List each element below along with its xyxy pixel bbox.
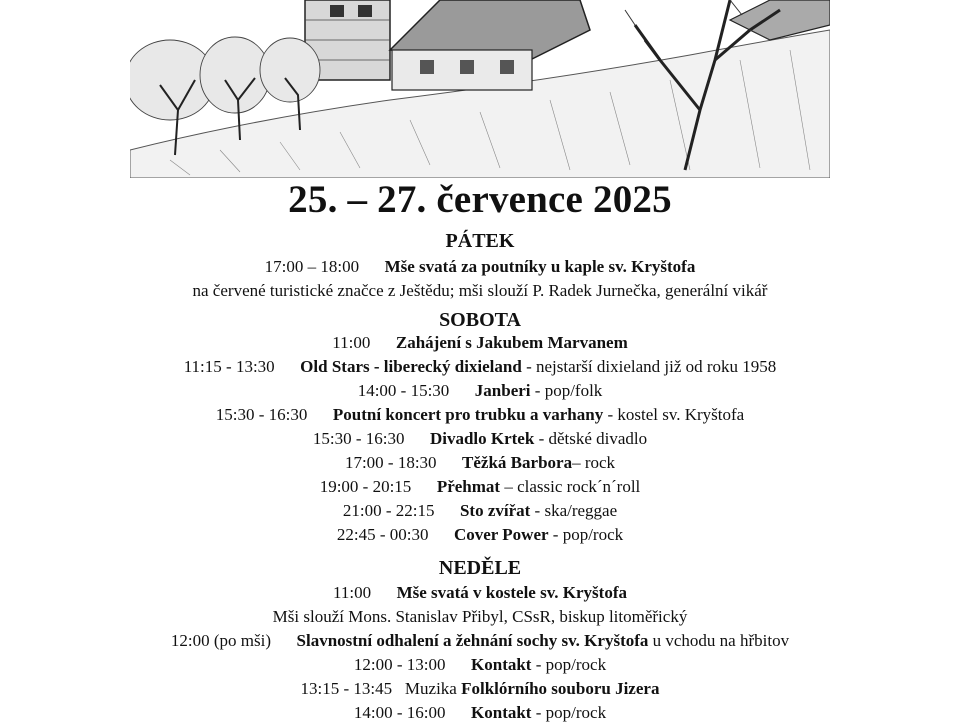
schedule-row xyxy=(0,256,960,278)
time: 11:00 xyxy=(332,583,372,602)
time: 15:30 - 16:30 xyxy=(312,429,405,448)
schedule-row xyxy=(0,678,960,700)
schedule-row xyxy=(0,428,960,450)
event-title: Poutní koncert pro trubku a varhany xyxy=(332,405,604,424)
event-desc: - dětské divadlo xyxy=(534,429,648,448)
event-title: Přehmat xyxy=(436,477,501,496)
schedule-row xyxy=(0,582,960,604)
event-title: Old Stars - liberecký dixieland xyxy=(300,357,522,376)
event-title: Cover Power xyxy=(453,525,549,544)
event-title: Slavnostní odhalení a žehnání sochy sv. Kryštofa xyxy=(296,631,649,650)
time: 12:00 - 13:00 xyxy=(353,655,446,674)
time: 14:00 - 16:00 xyxy=(353,703,446,722)
event-desc: - pop/folk xyxy=(530,381,603,400)
event-desc: u vchodu na hřbitov xyxy=(648,631,790,650)
event-title: Sto zvířat xyxy=(459,501,531,520)
schedule-row xyxy=(0,476,960,498)
schedule-row xyxy=(0,630,960,652)
schedule-row xyxy=(0,452,960,474)
event-desc: - pop/rock xyxy=(531,655,607,674)
time: 21:00 - 22:15 xyxy=(342,501,435,520)
event-desc: - kostel sv. Kryštofa xyxy=(603,405,745,424)
event-desc: – classic rock´n´roll xyxy=(500,477,641,496)
schedule-row xyxy=(0,654,960,676)
event-title: Mše svatá za poutníky u kaple sv. Kryštofa xyxy=(384,257,696,276)
event-title: Mše svatá v kostele sv. Kryštofa xyxy=(396,583,627,602)
schedule-row xyxy=(0,332,960,354)
time: 11:00 xyxy=(332,333,371,352)
day-heading-sunday: NEDĚLE xyxy=(438,557,522,579)
schedule-row xyxy=(0,356,960,378)
schedule-row xyxy=(0,380,960,402)
time: 13:15 - 13:45 xyxy=(300,679,393,698)
event-title: Divadlo Krtek xyxy=(429,429,535,448)
event-desc: - ska/reggae xyxy=(530,501,618,520)
schedule-row xyxy=(0,524,960,546)
schedule-row xyxy=(0,500,960,522)
friday-note: na červené turistické značce z Ještědu; mši slouží P. Radek Jurnečka, generální vikář xyxy=(192,281,768,300)
time: 17:00 - 18:30 xyxy=(344,453,437,472)
event-desc: – rock xyxy=(572,453,616,472)
schedule-row xyxy=(0,404,960,426)
time: 15:30 - 16:30 xyxy=(215,405,308,424)
time: 14:00 - 15:30 xyxy=(357,381,450,400)
event-prefix: Muzika xyxy=(404,679,462,698)
event-title: Kontakt xyxy=(471,703,532,722)
time: 17:00 – 18:00 xyxy=(264,257,360,276)
schedule-row xyxy=(0,702,960,724)
time: 22:45 - 00:30 xyxy=(336,525,429,544)
sunday-note: Mši slouží Mons. Stanislav Přibyl, CSsR, biskup litoměřický xyxy=(272,607,688,626)
day-heading-friday: PÁTEK xyxy=(445,230,515,252)
time: 12:00 (po mši) xyxy=(170,631,272,650)
event-title: Janberi xyxy=(474,381,531,400)
day-heading-saturday: SOBOTA xyxy=(439,309,521,331)
event-desc: - nejstarší dixieland již od roku 1958 xyxy=(521,357,777,376)
time: 11:15 - 13:30 xyxy=(183,357,275,376)
event-title: Kontakt xyxy=(471,655,532,674)
event-title: Zahájení s Jakubem Marvanem xyxy=(395,333,628,352)
event-dates-heading: 25. – 27. července 2025 xyxy=(288,178,672,221)
time: 19:00 - 20:15 xyxy=(319,477,412,496)
village-sketch-illustration xyxy=(130,0,830,178)
event-desc: - pop/rock xyxy=(548,525,624,544)
event-title: Folklórního souboru Jizera xyxy=(461,679,660,698)
event-desc: - pop/rock xyxy=(531,703,607,722)
event-title: Těžká Barbora xyxy=(462,453,573,472)
